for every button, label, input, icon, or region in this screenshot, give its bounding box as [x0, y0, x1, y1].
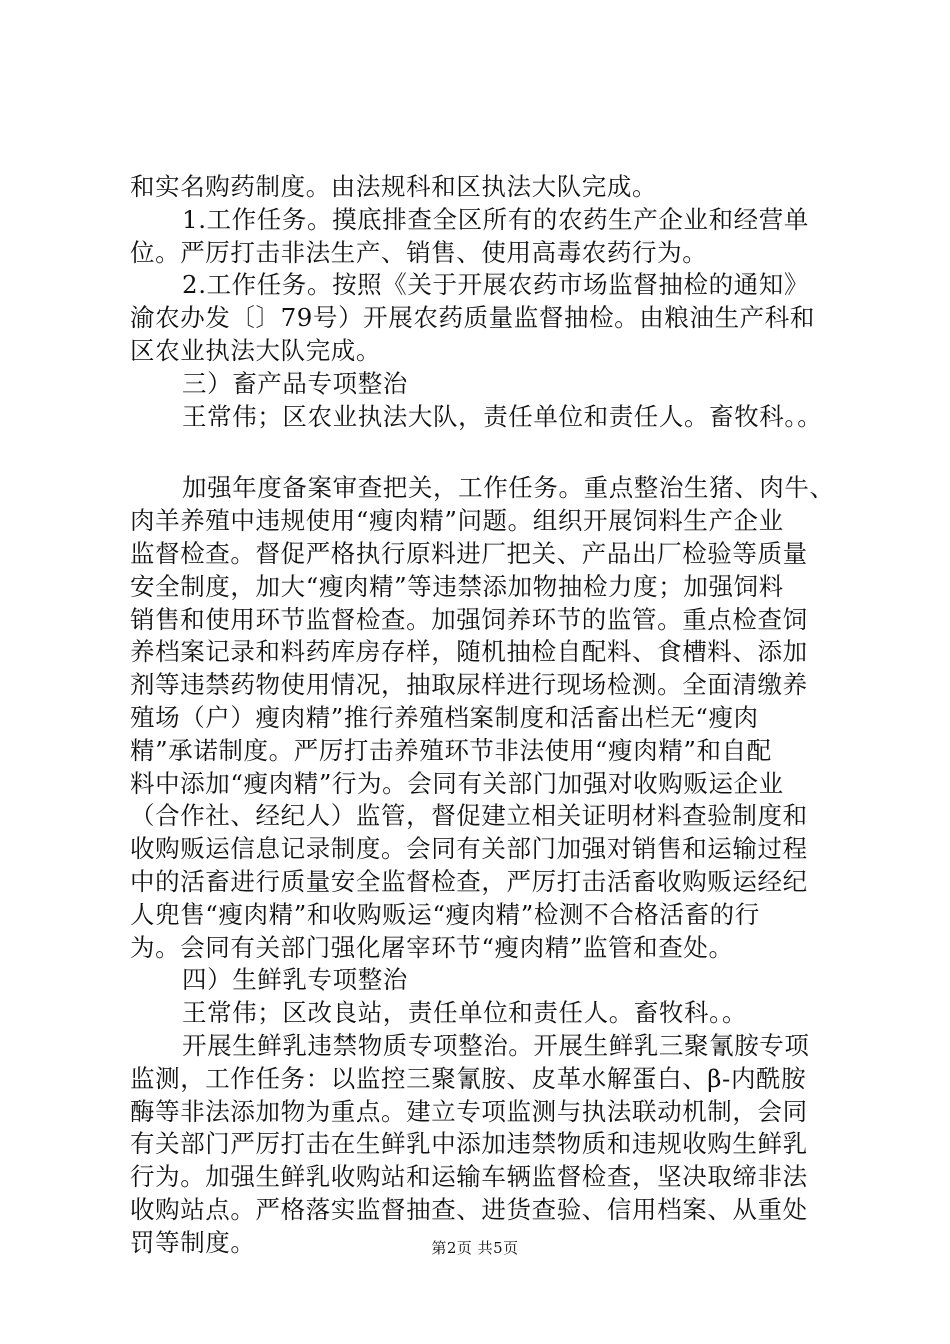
livestock-paragraph-line: 加强年度备案审查把关，工作任务。重点整治生猪、肉牛、	[182, 473, 835, 503]
section-heading-livestock: 三）畜产品专项整治	[182, 368, 408, 398]
livestock-paragraph-line: 剂等违禁药物使用情况，抽取尿样进行现场检测。全面清缴养	[130, 670, 808, 700]
raw-milk-paragraph-line: 行为。加强生鲜乳收购站和运输车辆监督检查，坚决取缔非法	[130, 1162, 808, 1192]
responsibility-line-raw-milk: 王常伟；区改良站，责任单位和责任人。畜牧科。。	[182, 998, 748, 1028]
livestock-paragraph-line: 精”承诺制度。严厉打击养殖环节非法使用“瘦肉精”和自配	[130, 735, 772, 765]
paragraph-gap	[130, 433, 830, 472]
raw-milk-paragraph-line: 酶等非法添加物为重点。建立专项监测与执法联动机制，会同	[130, 1096, 808, 1126]
livestock-paragraph-line: 安全制度，加大“瘦肉精”等违禁添加物抽检力度；加强饲料	[130, 571, 784, 601]
raw-milk-paragraph-line: 开展生鲜乳违禁物质专项整治。开展生鲜乳三聚氰胺专项	[182, 1030, 810, 1060]
document-body	[130, 171, 835, 1260]
paragraph-task-1-line-2: 位。严厉打击非法生产、销售、使用高毒农药行为。	[130, 237, 708, 267]
livestock-paragraph-line: 料中添加“瘦肉精”行为。会同有关部门加强对收购贩运企业	[130, 768, 784, 798]
livestock-paragraph-line: 肉羊养殖中违规使用“瘦肉精”问题。组织开展饲料生产企业	[130, 506, 784, 536]
livestock-paragraph-line: （合作社、经纪人）监管，督促建立相关证明材料查验制度和	[130, 801, 808, 831]
livestock-paragraph-line: 为。会同有关部门强化屠宰环节“瘦肉精”监管和查处。	[130, 932, 734, 962]
livestock-paragraph-line: 人兜售“瘦肉精”和收购贩运“瘦肉精”检测不合格活畜的行	[130, 899, 760, 929]
responsibility-line-livestock: 王常伟；区农业执法大队，责任单位和责任人。畜牧科。。	[182, 401, 823, 431]
livestock-paragraph-line: 监督检查。督促严格执行原料进厂把关、产品出厂检验等质量	[130, 538, 808, 568]
livestock-paragraph-line: 销售和使用环节监督检查。加强饲养环节的监管。重点检查饲	[130, 604, 808, 634]
raw-milk-paragraph-line: 收购站点。严格落实监督抽查、进货查验、信用档案、从重处	[130, 1194, 808, 1224]
paragraph-task-2-line-3: 区农业执法大队完成。	[130, 335, 381, 365]
page-number-footer: 第2页 共5页	[431, 1239, 519, 1257]
section-heading-raw-milk: 四）生鲜乳专项整治	[182, 965, 408, 995]
raw-milk-paragraph-line: 有关部门严厉打击在生鲜乳中添加违禁物质和违规收购生鲜乳	[130, 1129, 808, 1159]
livestock-paragraph-line: 养档案记录和料药库房存样，随机抽检自配料、食槽料、添加	[130, 637, 808, 667]
paragraph-task-1-line-1: 1.工作任务。摸底排查全区所有的农药生产企业和经营单	[182, 204, 809, 234]
livestock-paragraph-line: 收购贩运信息记录制度。会同有关部门加强对销售和运输过程	[130, 834, 808, 864]
livestock-paragraph-line: 殖场（户）瘦肉精”推行养殖档案制度和活畜出栏无“瘦肉	[130, 702, 759, 732]
paragraph-task-2-line-1: 2.工作任务。按照《关于开展农药市场监督抽检的通知》	[182, 270, 809, 300]
paragraph-continuation-line: 和实名购药制度。由法规科和区执法大队完成。	[130, 172, 658, 201]
paragraph-task-2-line-2: 渝农办发〔〕79号）开展农药质量监督抽检。由粮油生产科和	[130, 303, 815, 333]
raw-milk-paragraph-line: 罚等制度。	[130, 1227, 256, 1257]
raw-milk-paragraph-line: 监测，工作任务：以监控三聚氰胺、皮革水解蛋白、β-内酰胺	[130, 1063, 807, 1093]
livestock-paragraph-line: 中的活畜进行质量安全监督检查，严厉打击活畜收购贩运经纪	[130, 866, 808, 896]
